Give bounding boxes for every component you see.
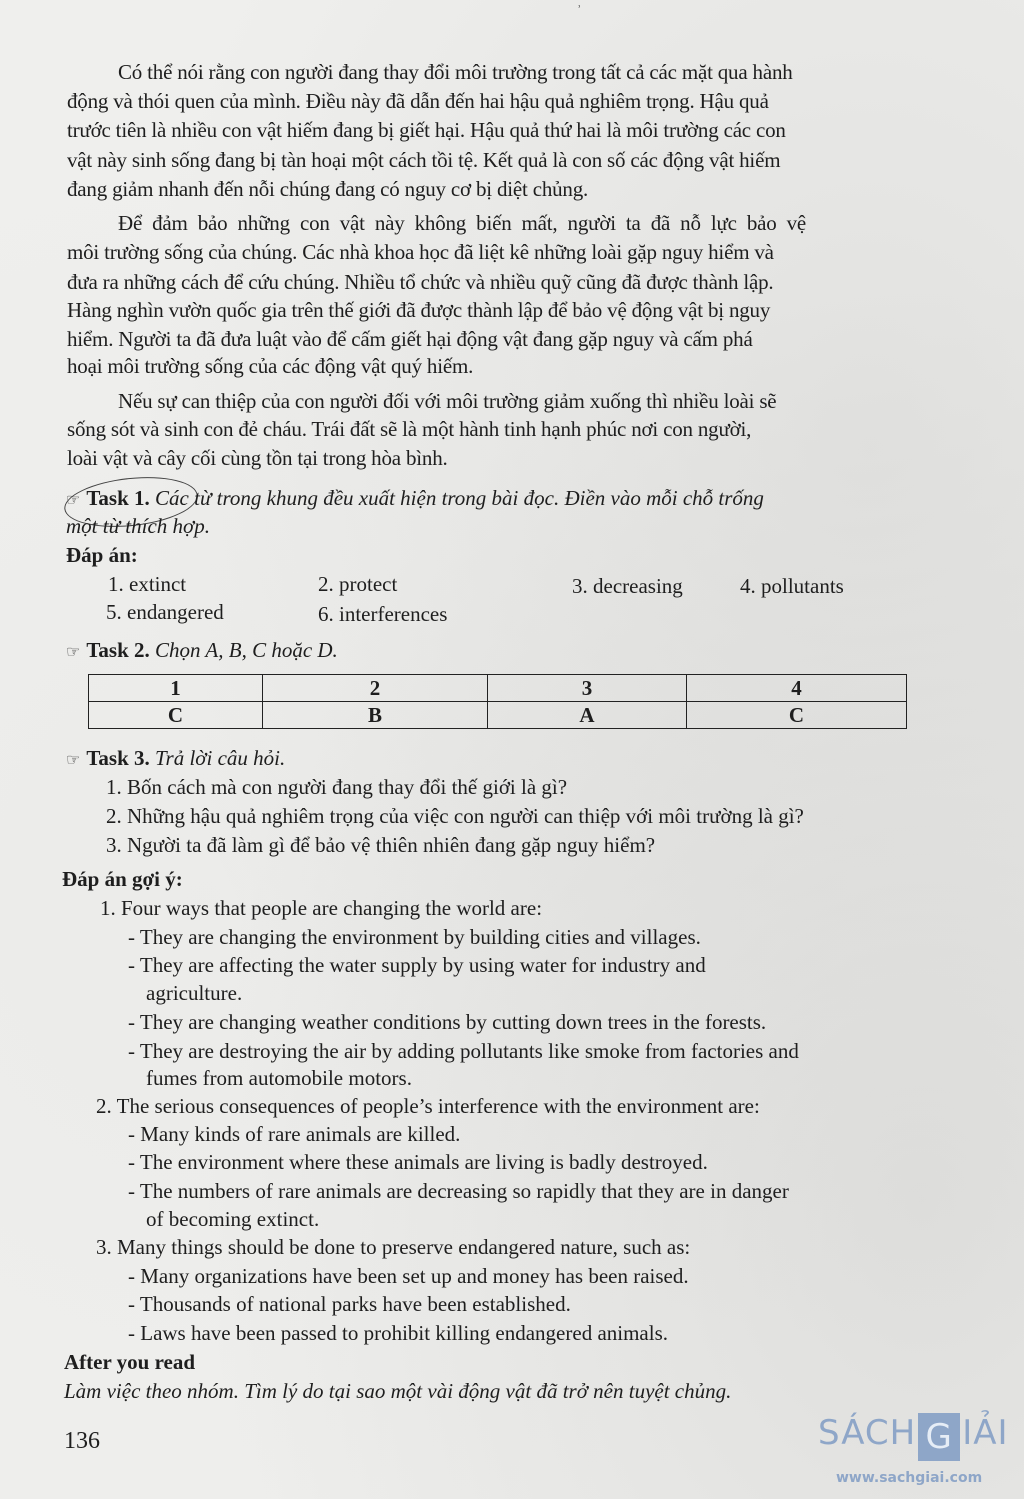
task-1-heading [66,486,764,511]
answer-bullet-cont: of becoming extinct. [146,1207,320,1231]
answer-bullet: - Thousands of national parks have been established. [128,1292,571,1316]
answer-bullet-cont: fumes from automobile motors. [146,1066,412,1090]
table-row [89,702,907,729]
table-cell: C [89,702,263,729]
pointing-hand-icon: ☞ [66,752,81,769]
text-line: Để đảm bảo những con vật này không biến mất, người ta đã nỗ lực bảo vệ [118,211,807,235]
page-number: 136 [64,1428,100,1454]
text-line: trước tiên là nhiều con vật hiếm đang bị giết hại. Hậu quả thứ hai là môi trường các con [67,118,786,142]
task-3-label: Task 3. [86,746,150,770]
answer-item: 5. endangered [106,600,224,624]
answer-bullet: - The environment where these animals are living is badly destroyed. [128,1150,708,1174]
task-2-answer-table [88,674,907,729]
sachgiai-logo [818,1413,1024,1463]
question-item: 2. Những hậu quả nghiêm trọng của việc con người can thiệp với môi trường là gì? [106,804,804,828]
task-1-instruction: Các từ trong khung đều xuất hiện trong bài đọc. Điền vào mỗi chỗ trống [155,486,764,510]
question-item: 3. Người ta đã làm gì để bảo vệ thiên nhiên đang gặp nguy hiểm? [106,833,656,857]
answer-item: 4. pollutants [740,574,844,598]
task-3-instruction: Trả lời câu hỏi. [155,746,286,770]
logo-g-box-icon: G [918,1413,960,1461]
text-line: sống sót và sinh con đẻ cháu. Trái đất sẽ là một hành tinh hạnh phúc nơi con người, [67,417,752,441]
task-1-instruction-cont: một từ thích hợp. [66,514,210,538]
logo-text-right: IẢI [962,1413,1009,1453]
question-item: 1. Bốn cách mà con người đang thay đổi thế giới là gì? [106,775,568,799]
text-line: động và thói quen của mình. Điều này đã dẫn đến hai hậu quả nghiêm trọng. Hậu quả [67,89,769,113]
answer-bullet: - Many kinds of rare animals are killed. [128,1122,461,1146]
pointing-hand-icon: ☞ [66,492,81,509]
answer-bullet: - Laws have been passed to prohibit killing endangered animals. [128,1321,669,1345]
table-cell: 2 [263,675,488,702]
answer-bullet: - They are changing weather conditions by cutting down trees in the forests. [128,1010,767,1034]
watermark-url: www.sachgiai.com [836,1470,983,1486]
answer-bullet: - They are destroying the air by adding pollutants like smoke from factories and [128,1039,799,1063]
task-1-label: Task 1. [86,486,150,510]
task-2-heading [66,638,338,663]
text-line: Có thể nói rằng con người đang thay đổi môi trường trong tất cả các mặt qua hành [118,60,793,84]
answer-intro: 1. Four ways that people are changing the world are: [100,896,543,920]
answer-bullet: - They are affecting the water supply by using water for industry and [128,953,706,977]
answer-item: 1. extinct [108,572,187,596]
text-line: hoại môi trường sống của các động vật quý hiếm. [67,354,474,378]
task-2-label: Task 2. [86,638,150,662]
task-3-heading [66,746,285,771]
table-cell: A [488,702,687,729]
answer-intro: 3. Many things should be done to preserve endangered nature, such as: [96,1235,691,1259]
table-cell: 4 [687,675,907,702]
answer-bullet-cont: agriculture. [146,981,243,1005]
pointing-hand-icon: ☞ [66,644,81,661]
answer-item: 3. decreasing [572,574,683,598]
table-cell: 1 [89,675,263,702]
answer-item: 6. interferences [318,602,448,626]
logo-text-left: SÁCH [818,1413,917,1453]
after-you-read-instruction: Làm việc theo nhóm. Tìm lý do tại sao một vài động vật đã trở nên tuyệt chủng. [64,1379,732,1403]
text-line: loài vật và cây cối cùng tồn tại trong hòa bình. [67,446,448,470]
text-line: Hàng nghìn vườn quốc gia trên thế giới đã được thành lập để bảo vệ động vật bị nguy [67,298,771,322]
text-line: vật này sinh sống đang bị tàn hoại một cách tồi tệ. Kết quả là con số các động vật hiếm [67,148,781,172]
after-you-read-heading: After you read [64,1350,196,1374]
text-line: môi trường sống của chúng. Các nhà khoa học đã liệt kê những loài gặp nguy hiểm và [67,240,774,264]
suggested-answer-heading: Đáp án gợi ý: [62,867,183,891]
table-cell: 3 [488,675,687,702]
text-line: Nếu sự can thiệp của con người đối với môi trường giảm xuống thì nhiều loài sẽ [118,389,777,413]
text-line: hiểm. Người ta đã đưa luật vào để cấm giết hại động vật đang gặp nguy và cấm phá [67,327,753,351]
table-header-row [89,675,907,702]
answer-bullet: - They are changing the environment by building cities and villages. [128,925,701,949]
answer-item: 2. protect [318,572,398,596]
answer-bullet: - Many organizations have been set up and money has been raised. [128,1264,689,1288]
scan-speck: ʾ [577,4,582,19]
table-cell: C [687,702,907,729]
answer-intro: 2. The serious consequences of people’s interference with the environment are: [96,1094,760,1118]
task-2-instruction: Chọn A, B, C hoặc D. [155,638,338,662]
table-cell: B [263,702,488,729]
text-line: đưa ra những cách để cứu chúng. Nhiều tổ chức và nhiều quỹ cũng đã được thành lập. [67,270,774,294]
answer-heading: Đáp án: [66,543,138,567]
answer-bullet: - The numbers of rare animals are decreasing so rapidly that they are in danger [128,1179,789,1203]
text-line: đang giảm nhanh đến nỗi chúng đang có nguy cơ bị diệt chủng. [67,177,589,201]
